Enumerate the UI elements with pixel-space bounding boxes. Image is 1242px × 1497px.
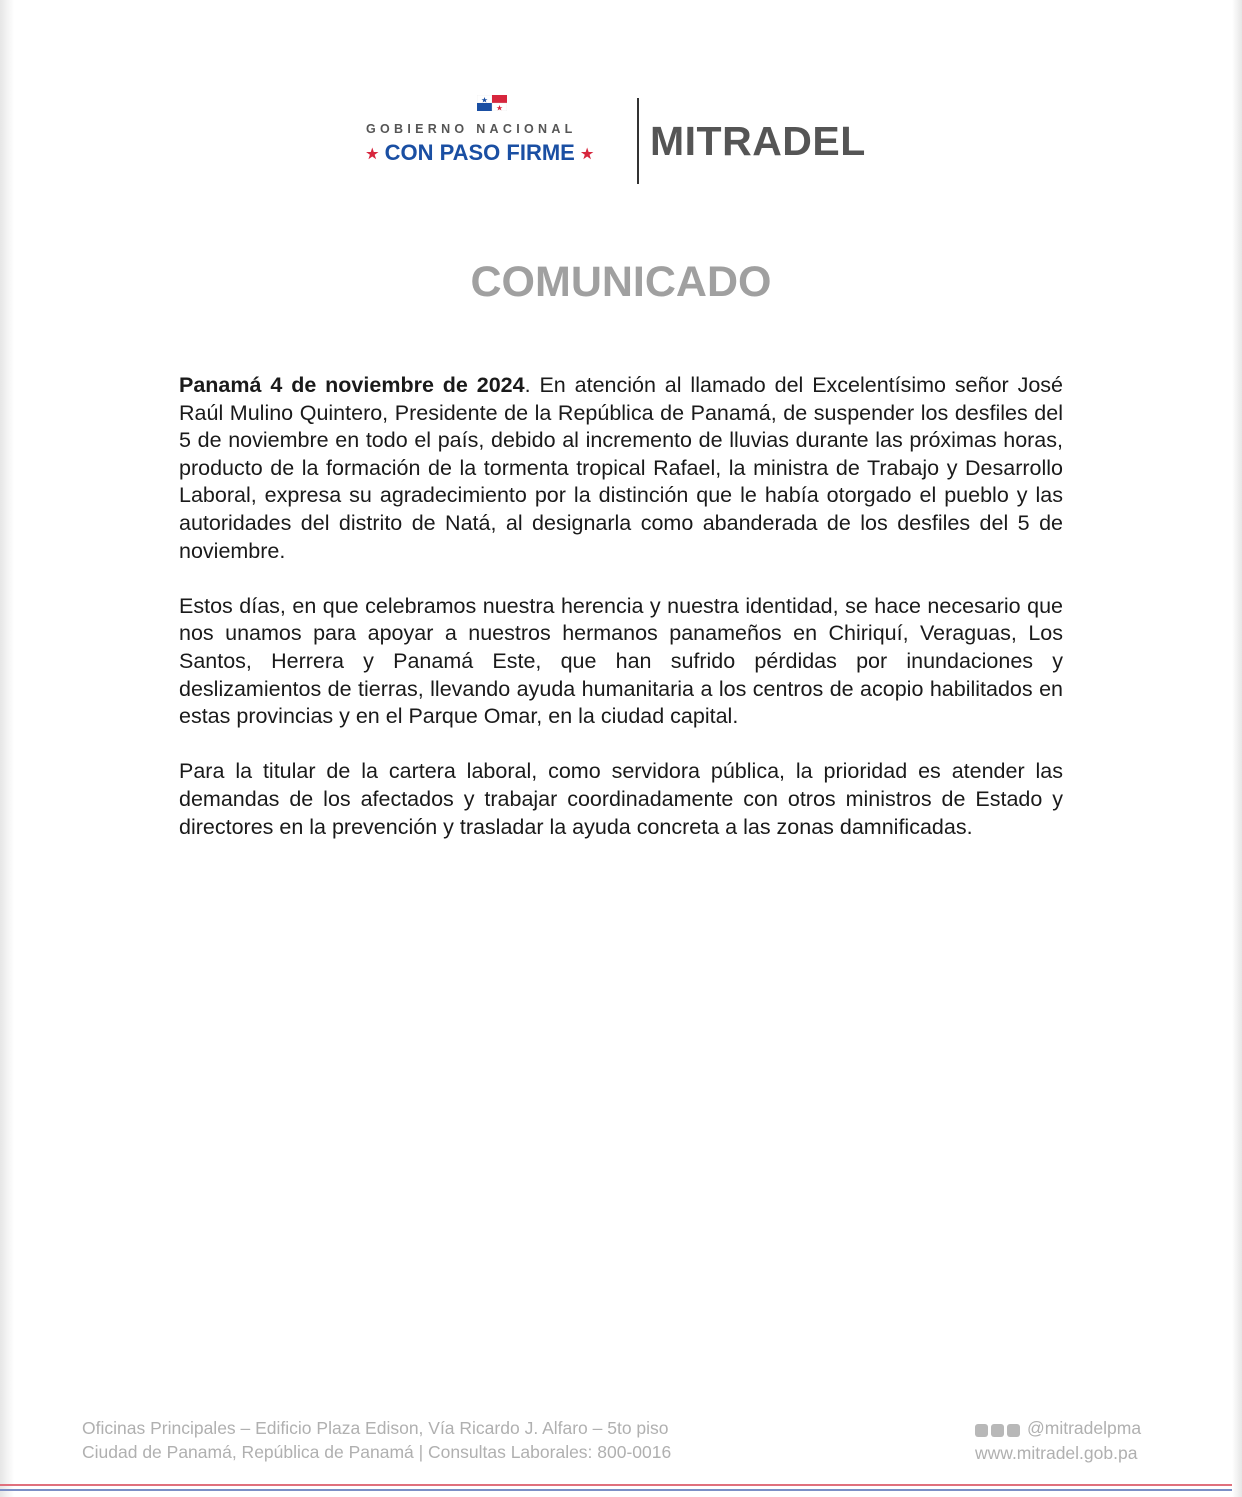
website-link[interactable]: www.mitradel.gob.pa <box>975 1443 1138 1464</box>
government-slogan <box>366 140 593 166</box>
footer-address-line2: Ciudad de Panamá, República de Panamá | Consultas Laborales: 800-0016 <box>82 1442 672 1462</box>
footer-red-rule <box>0 1484 1232 1486</box>
letterhead-logo <box>360 92 900 188</box>
star-icon: ★ <box>580 145 594 162</box>
paragraph-3: Para la titular de la cartera laboral, como servidora pública, la prioridad es atender las demandas de los afectados y trabajar coordinadamente con otros ministros de Estado y directores en la prevención y trasladar la ayuda concreta a las zonas damnificadas. <box>179 759 1063 839</box>
ministry-name: MITRADEL <box>650 118 866 164</box>
logo-divider <box>637 98 639 184</box>
facebook-icon[interactable] <box>975 1424 988 1437</box>
footer-blue-rule <box>0 1489 1232 1491</box>
instagram-icon[interactable] <box>991 1424 1004 1437</box>
footer-address <box>82 1416 671 1464</box>
government-label: GOBIERNO NACIONAL <box>366 122 577 136</box>
paragraph-1-text: . En atención al llamado del Excelentísimo señor José Raúl Mulino Quintero, Presidente de la República de Panamá, de suspender los desfiles del 5 de noviembre en todo el país, debido al incremento de lluvias durante las próximas horas, producto de la formación de la tormenta tropical Rafael, la ministra de Trabajo y Desarrollo Laboral, expresa su agradecimiento por la distinción que le había otorgado el pueblo y las autoridades del distrito de Natá, al designarla como abanderada de los desfiles del 5 de noviembre. <box>179 373 1063 563</box>
slogan-text: CON PASO FIRME <box>384 140 575 165</box>
twitter-icon[interactable] <box>1007 1424 1020 1437</box>
social-handle[interactable]: @mitradelpma <box>1027 1418 1142 1438</box>
dateline: Panamá 4 de noviembre de 2024 <box>179 373 525 397</box>
paragraph-1 <box>179 372 1063 565</box>
page-edge-right <box>1232 0 1242 1497</box>
social-icons <box>975 1417 1023 1441</box>
page-edge-left <box>0 0 14 1497</box>
panama-flag-icon <box>477 95 507 111</box>
paragraph-2: Estos días, en que celebramos nuestra herencia y nuestra identidad, se hace necesario que nos unamos para apoyar a nuestros hermanos panameños en Chiriquí, Veraguas, Los Santos, Herrera y Panamá Este, que han sufrido pérdidas por inundaciones y deslizamientos de tierras, llevando ayuda humanitaria a los centros de acopio habilitados en estas provincias y en el Parque Omar, en la ciudad capital. <box>179 593 1063 729</box>
document-body <box>179 372 1063 869</box>
document-title: COMUNICADO <box>470 258 772 306</box>
social-row <box>975 1416 1175 1441</box>
footer-address-line1: Oficinas Principales – Edificio Plaza Edison, Vía Ricardo J. Alfaro – 5to piso <box>82 1418 669 1438</box>
footer-contact <box>975 1416 1175 1465</box>
star-icon: ★ <box>366 145 379 162</box>
